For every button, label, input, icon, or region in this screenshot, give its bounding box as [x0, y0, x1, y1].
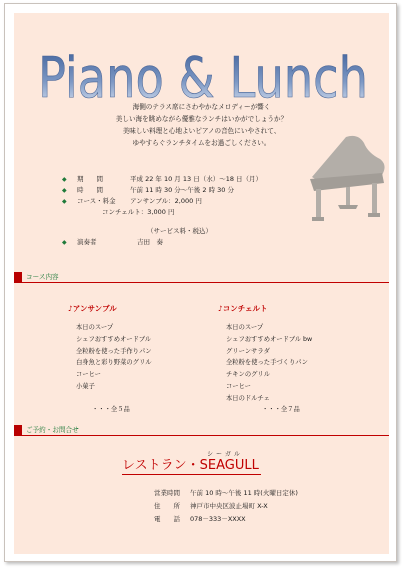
info-service-note [62, 226, 362, 237]
menu-item: 本日のドルチェ [226, 394, 270, 402]
section-course [14, 271, 389, 283]
contact-label: 電 話 [154, 515, 180, 523]
info-value: アンサンブル：2,000 円 [130, 197, 202, 205]
info-label: 演奏者 [77, 238, 97, 246]
info-time [62, 185, 362, 196]
contact-info [154, 487, 374, 526]
contact-value: 午前 10 時～午後 11 時(火曜日定休) [190, 489, 298, 497]
menu-concerto [218, 303, 368, 405]
menu-item: コーヒー [76, 371, 101, 379]
intro-line: 海側のテラス席にさわやかなメロディーが響く [132, 103, 271, 111]
menu-item: 本日のスープ [226, 324, 264, 331]
contact-phone [154, 513, 374, 526]
info-value: コンチェルト：3,000 円 [102, 208, 175, 216]
menu-item: 小菓子 [76, 382, 95, 390]
contact-value: 078－333－XXXX [190, 515, 246, 523]
section-marker [14, 425, 22, 436]
info-value: 吉田 奏 [137, 238, 163, 246]
menu-item: 白身魚と彩り野菜のグリル [76, 359, 152, 367]
info-date [62, 174, 362, 185]
diamond-bullet-icon: ◆ [62, 187, 67, 194]
diamond-bullet-icon: ◆ [62, 198, 67, 205]
info-value: 午前 11 時 30 分～午後 2 時 30 分 [130, 186, 234, 194]
menu-item: シェフおすすめオードブル bw [226, 335, 313, 343]
menu-total: ・・・全５品 [92, 406, 130, 413]
diamond-bullet-icon: ◆ [62, 239, 67, 246]
info-label: 時 間 [77, 186, 103, 194]
contact-hours [154, 487, 374, 500]
page-title: Piano & Lunch [38, 46, 368, 109]
menu-item: 全粒粉を使った手作りパン [76, 347, 152, 355]
flyer-sheet [14, 13, 389, 554]
section-marker [14, 272, 22, 283]
contact-label: 営業時間 [154, 489, 180, 497]
section-reservation [14, 424, 389, 436]
menu-heading: ♪アンサンブル [68, 304, 117, 313]
event-info [62, 174, 362, 248]
diamond-bullet-icon: ◆ [62, 176, 67, 183]
menu-total: ・・・全７品 [262, 406, 300, 413]
title-wordart [36, 37, 370, 109]
section-title: ご予約・お問合せ [26, 426, 79, 434]
menu-item: 本日のスープ [76, 324, 114, 331]
menu-item: 全粒粉を使った手づくりパン [226, 359, 308, 367]
info-label: コース・料金 [77, 197, 116, 205]
contact-address [154, 500, 374, 513]
document-page [4, 3, 397, 562]
info-value: 平成 22 年 10 月 13 日（水）～18 日（月） [130, 175, 263, 183]
info-course [62, 196, 362, 207]
menu-ensemble [68, 303, 218, 393]
restaurant-name: レストラン・SEAGULL [122, 458, 259, 473]
info-concerto [62, 207, 362, 218]
section-title: コース内容 [26, 273, 59, 281]
info-label: 期 間 [77, 175, 103, 183]
intro-line: 美味しい料理と心地よいピアノの音色にいやされて、 [122, 127, 281, 135]
info-spacer [62, 218, 362, 226]
info-value: （サービス料・税込） [147, 227, 212, 235]
intro-line: 美しい海を眺めながら優雅なランチはいかがでしょうか？ [115, 115, 288, 123]
info-performer [62, 237, 362, 248]
intro-line: ゆやすらぐランチタイムをお過ごしください。 [132, 139, 271, 147]
menu-heading: ♪コンチェルト [218, 304, 268, 313]
restaurant-ruby: シーガル [207, 451, 243, 458]
menu-item: コーヒー [226, 382, 251, 390]
menu-item: シェフおすすめオードブル [76, 335, 152, 343]
menu-item: チキンのグリル [226, 371, 271, 379]
contact-label: 住 所 [154, 502, 180, 510]
menu-item: グリーンサラダ [226, 347, 270, 355]
contact-value: 神戸市中央区波止場町 X-X [190, 502, 268, 510]
